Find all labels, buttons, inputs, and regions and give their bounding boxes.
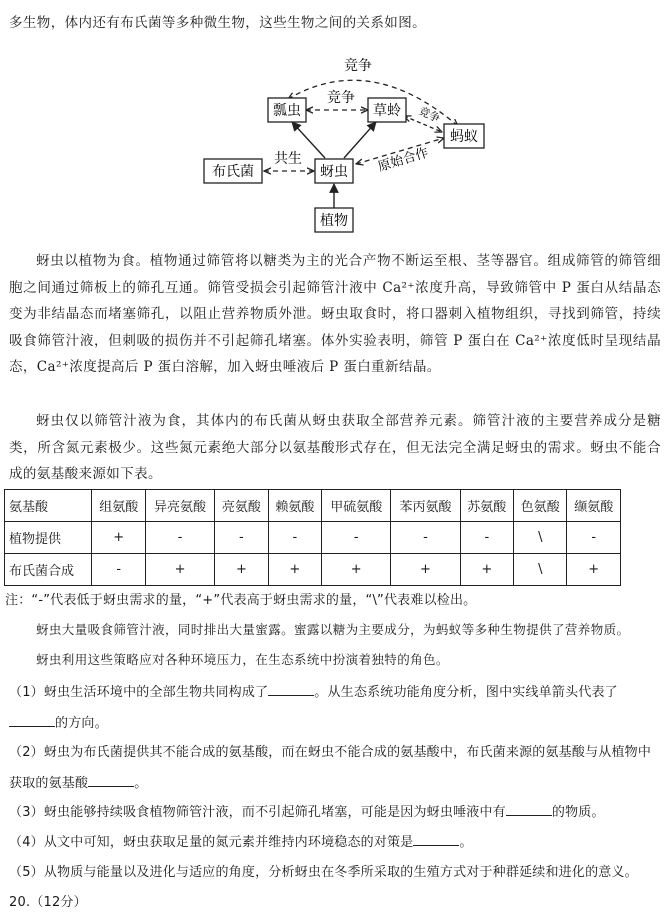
svg-text:蚂蚁: 蚂蚁 [450,129,478,145]
node-aphid [315,159,353,183]
table-cell: + [567,554,621,586]
table-cell: 苏氨酸 [460,490,513,522]
answer-blank[interactable] [9,713,55,727]
answer-blank[interactable] [413,832,459,846]
node-ladybug [268,98,306,122]
svg-text:瓢虫: 瓢虫 [273,103,301,119]
node-ant [444,124,484,148]
relationship-diagram [180,46,510,236]
table-cell: - [92,554,145,586]
svg-text:布氏菌: 布氏菌 [212,164,254,180]
question-text: （1）蚜虫生活环境中的全部生物共同构成了 [9,685,269,700]
table-cell: - [391,522,460,554]
question-3 [9,798,664,827]
table-cell: + [92,522,145,554]
label-cooperation: 原始合作 [376,145,431,176]
table-cell: - [268,522,321,554]
paragraph-strategy: 蚜虫利用这些策略应对各种环境压力，在生态系统中扮演着独特的角色。 [36,652,449,667]
answer-blank[interactable] [506,802,552,816]
question-text: 。从生态系统功能角度分析，图中实线单箭头代表了 [314,685,618,700]
table-cell: 异亮氨酸 [145,490,214,522]
table-cell: 缬氨酸 [567,490,621,522]
table-cell: 赖氨酸 [268,490,321,522]
next-question-heading: 20.（12分） [9,895,87,910]
question-text: 。 [459,835,473,850]
question-text: （3）蚜虫能够持续吸食植物筛管汁液，而不引起筛孔堵塞，可能是因为蚜虫唾液中有 [9,805,506,820]
label-symbiosis: 共生 [274,151,302,167]
answer-blank[interactable] [268,682,314,696]
table-header-row [5,490,621,522]
table-cell: - [460,522,513,554]
table-cell: 布氏菌合成 [5,554,92,586]
label-compete-top: 竞争 [344,58,372,74]
paragraph-nitrogen: 蚜虫仅以筛管汁液为食，其体内的布氏菌从蚜虫获取全部营养元素。筛管汁液的主要营养成分是糖类，所含氮元素极少。这些氮元素绝大部分以氨基酸形式存在，但无法完全满足蚜虫的需求。蚜虫不能合成的氨基酸来源如下表。 [9,413,661,482]
node-buchnera [204,159,262,183]
table-cell: + [215,554,268,586]
question-text: 的方向。 [55,716,108,731]
table-cell: + [391,554,460,586]
table-cell: 氨基酸 [5,490,92,522]
question-4 [9,828,664,857]
table-cell: 甲硫氨酸 [322,490,391,522]
table-cell: + [460,554,513,586]
intro-line: 多生物，体内还有布氏菌等多种微生物，这些生物之间的关系如图。 [9,15,426,31]
table-cell: - [322,522,391,554]
label-compete-mid: 竞争 [327,90,355,106]
amino-acid-table [4,489,621,586]
svg-text:蚜虫: 蚜虫 [320,164,348,180]
table-cell: + [322,554,391,586]
svg-text:植物: 植物 [320,213,348,229]
arrow-aphid-to-lacewing [344,122,376,158]
question-text: （4）从文中可知，蚜虫获取足量的氮元素并维持内环境稳态的对策是 [9,835,414,850]
question-2 [9,737,664,799]
table-cell: - [567,522,621,554]
paragraph-phloem: 蚜虫以植物为食。植物通过筛管将以糖类为主的光合产物不断运至根、茎等器官。组成筛管的筛管细胞之间通过筛板上的筛孔互通。筛管受损会引起筛管汁液中 Ca²⁺浓度升高，导致筛管中 P 蛋白从结晶态变为非结晶态而堵塞筛孔，以阻止营养物质外泄。蚜虫取食时，将口器刺入植物组织，寻找到筛管，持续吸食筛管汁液，但刺吸的损伤并不引起筛孔堵塞。体外实验表明，筛管 P 蛋白在 Ca²⁺浓度低时呈现结晶态，Ca²⁺浓度提高后 P 蛋白溶解，加入蚜虫唾液后 P 蛋白重新结晶。 [9,253,661,375]
table-row [5,522,621,554]
question-text: 。 [134,776,148,791]
node-plant [315,208,353,232]
question-5: （5）从物质与能量以及进化与适应的角度，分析蚜虫在冬季所采取的生殖方式对于种群延续和进化的意义。 [9,865,638,880]
question-text: 的物质。 [551,805,605,820]
table-cell: \ [514,522,567,554]
table-cell: 亮氨酸 [215,490,268,522]
table-cell: 植物提供 [5,522,92,554]
table-cell: + [145,554,214,586]
paragraph-honeydew: 蚜虫大量吸食筛管汁液，同时排出大量蜜露。蜜露以糖为主要成分，为蚂蚁等多种生物提供了营养物质。 [36,622,630,637]
label-compete-diag: 竞争 [416,104,443,126]
table-note: 注：“-”代表低于蚜虫需求的量，“+”代表高于蚜虫需求的量，“\”代表难以检出。 [5,593,477,608]
answer-blank[interactable] [88,773,134,787]
svg-text:草蛉: 草蛉 [373,103,401,119]
table-cell: + [268,554,321,586]
table-cell: - [145,522,214,554]
table-row [5,554,621,586]
table-cell: 组氨酸 [92,490,145,522]
table-cell: 色氨酸 [514,490,567,522]
question-1 [9,677,664,739]
table-cell: \ [514,554,567,586]
table-cell: 苯丙氨酸 [391,490,460,522]
question-text: （2）蚜虫为布氏菌提供其不能合成的氨基酸，而在蚜虫不能合成的氨基酸中，布氏菌来源的氨基酸与从植物中获取的氨基酸 [9,745,652,791]
table-cell: - [215,522,268,554]
node-lacewing [368,98,406,122]
